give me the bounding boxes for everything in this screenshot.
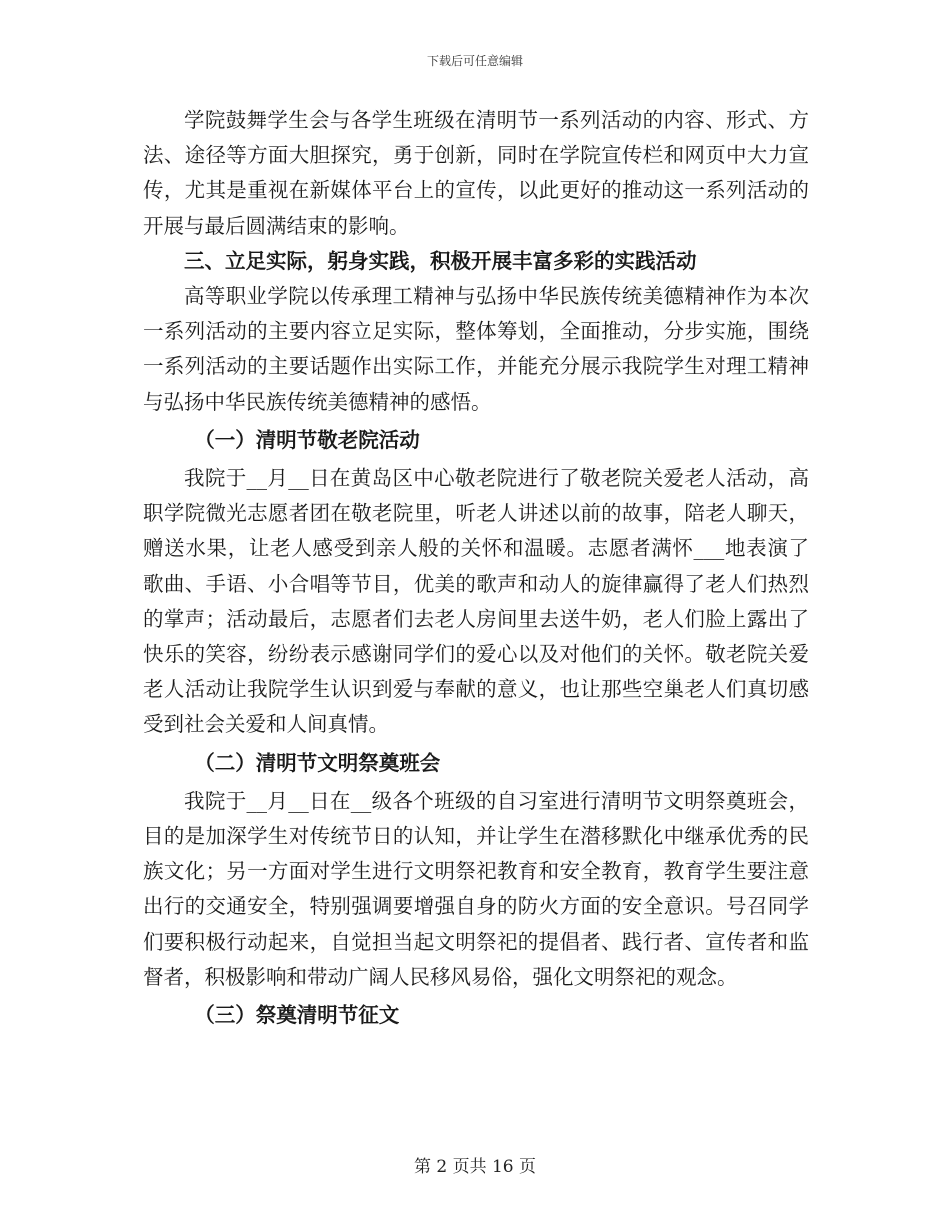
paragraph-nursing-home: 我院于__月__日在黄岛区中心敬老院进行了敬老院关爱老人活动，高职学院微光志愿者团在敬老院里，听老人讲述以前的故事，陪老人聊天，赠送水果，让老人感受到亲人般的关怀和温暖。志愿者满怀___地表演了歌曲、手语、小合唱等节目，优美的歌声和动人的旋律赢得了老人们热烈的掌声；活动最后，志愿者们去老人房间里去送牛奶，老人们脸上露出了快乐的笑容，纷纷表示感谢同学们的爱心以及对他们的关怀。敬老院关爱老人活动让我院学生认识到爱与奉献的意义，也让那些空巢老人们真切感受到社会关爱和人间真情。	[143, 466, 809, 737]
document-body	[143, 103, 809, 1036]
paragraph-practice-overview: 高等职业学院以传承理工精神与弘扬中华民族传统美德精神作为本次一系列活动的主要内容立足实际，整体筹划，全面推动，分步实施，围绕一系列活动的主要话题作出实际工作，并能充分展示我院学生对理工精神与弘扬中华民族传统美德精神的感悟。	[143, 284, 809, 414]
subheading-nursing-home: （一）清明节敬老院活动	[194, 427, 420, 452]
paragraph-promotion: 学院鼓舞学生会与各学生班级在清明节一系列活动的内容、形式、方法、途径等方面大胆探究，勇于创新，同时在学院宣传栏和网页中大力宣传，尤其是重视在新媒体平台上的宣传，以此更好的推动这一系列活动的开展与最后圆满结束的影响。	[143, 108, 809, 238]
subheading-essay: （三）祭奠清明节征文	[194, 1003, 400, 1028]
paragraph-class-meeting: 我院于__月__日在__级各个班级的自习室进行清明节文明祭奠班会，目的是加深学生对传统节日的认知，并让学生在潜移默化中继承优秀的民族文化；另一方面对学生进行文明祭祀教育和安全教育，教育学生要注意出行的交通安全，特别强调要增强自身的防火方面的安全意识。号召同学们要积极行动起来，自觉担当起文明祭祀的提倡者、践行者、宣传者和监督者，积极影响和带动广阔人民移风易俗，强化文明祭祀的观念。	[143, 788, 809, 989]
page-footer: 第 2 页共 16 页	[413, 1157, 537, 1177]
section-heading-3: 三、立足实际，躬身实践，积极开展丰富多彩的实践活动	[184, 248, 697, 273]
subheading-class-meeting: （二）清明节文明祭奠班会	[194, 750, 441, 775]
page-header: 下载后可任意编辑	[426, 54, 523, 68]
